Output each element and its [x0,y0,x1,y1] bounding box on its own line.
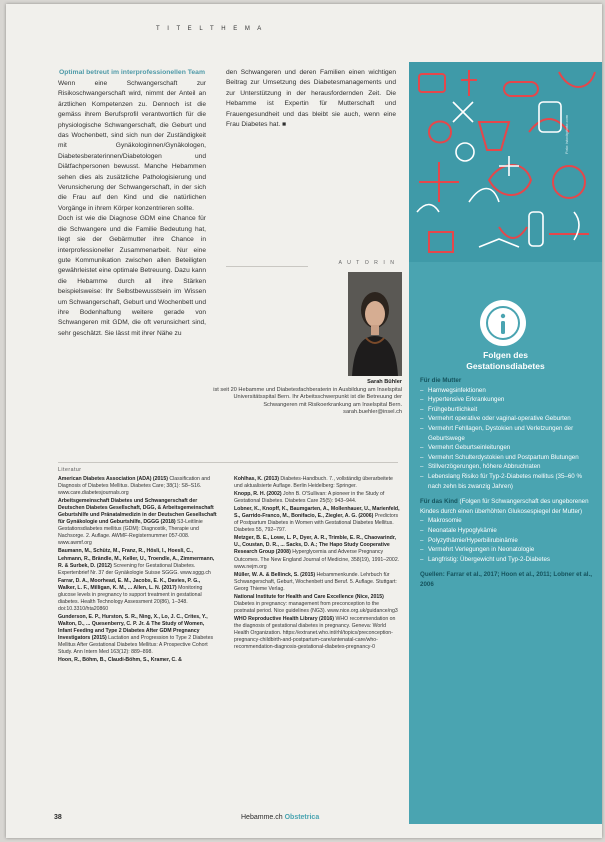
mid-column [226,68,396,130]
panel-title-line2: Gestationsdiabetes [466,361,545,371]
author-name: Sarah Bühler [367,379,402,385]
child-section [420,497,592,516]
list-item: – Lebenslang Risiko für Typ-2-Diabetes mellitus (35–60 % nach zehn bis zwanzig Jahren) [420,472,592,491]
reference-text: Diabetes in pregnancy: management from preconception to the postnatal period. Nice guidelines (NG3). www.nice.org.uk/guidance/ng3 [234,600,398,614]
reference-author: Knopp, R. H. (2002) [234,491,282,498]
reference-author: Hoon, R., Böhm, B., Claudi-Böhm, S., Kramer, C. & [58,657,182,664]
reference-author: Metzger, B. E., Lowe, L. P., Dyer, A. R., Trimble, E. R., Chaovarindr, U., Coustan, D. R., ... Sacks, D. A.; The Hapo Study Cooperative Research Group (2008) [234,535,397,556]
reference-author: Arbeitsgemeinschaft Diabetes und Schwangerschaft der Deutschen Diabetes Gesellschaft, DGG, & Arbeitsgemeinschaft Geburtshilfe und Pränatalmedizin in der Deutschen Gesellschaft für Gynäkologie und Geburtshilfe, DGGG (2018) [58,498,217,526]
reference-author: National Institute for Health and Care Excellence (Nice, 2015) [234,593,384,600]
child-heading: Für das Kind [420,498,458,506]
list-item: – Langfristig: Übergewicht und Typ-2-Diabetes [420,555,592,565]
reference [58,614,218,656]
reference-author: Gunderson, E. P., Hurston, S. R., Ning, X., Lo, J. C., Crites, Y., Walton, D., ... Quesenberry, C. P. Jr. & The Study of Women, Infant Feeding and Type 2 Diabetes After GDM Pregnancy Investigators (2015) [58,613,208,642]
list-item: – Vermehrt operative oder vaginal-operative Geburten [420,414,592,424]
magazine-name [241,814,319,821]
references-right [234,476,400,810]
reference [234,572,400,593]
child-list [420,516,592,564]
reference-text: Screening for Gestational Diabetes. Expertenbrief Nr. 37 der Gynäkologie Suisse SGGG. www.sggg.ch [58,562,211,576]
list-item: – Polyzythämie/Hyperbilirubinämie [420,536,592,546]
reference [234,594,400,615]
magazine-title: Obstetrica [284,814,320,821]
reference-author: Farrar, D. A., Moorhead, E. M., Jacobs, E. K., Davies, P. G., Walker, L. F., Milligan, K. M., ... Allen, L. N. (2017) [58,577,201,591]
literature-divider [58,462,398,463]
reference [234,535,400,570]
list-item: – Hypertensive Erkrankungen [420,395,592,405]
reference [234,506,400,534]
info-icon [480,300,526,346]
list-item: – Stillverzögerungen, höhere Abbruchraten [420,462,592,472]
page-number: 38 [54,814,62,821]
reference-text: S3-Leitlinie Gestationsdiabetes mellitus (GDM): Diagnostik, Therapie und Nachsorge. 2. Auflage. AWMF-Registernummer 057-008. www.awmf.org [58,519,203,547]
list-item: – Makrosomie [420,516,592,526]
medical-pattern-illustration [409,62,602,262]
list-item: – Vermehrt Fehllagen, Dystokien und Verletzungen der Geburtswege [420,424,592,443]
references-left [58,476,218,810]
list-item: – Vermehrt Schulterdystokien und Postpartum Blutungen [420,453,592,463]
panel-title-line1: Folgen des [483,350,528,360]
author-photo [348,272,402,376]
reference [234,491,400,505]
magazine-page [6,4,602,838]
reference-author: Kohlhas, K. (2013) [234,476,279,482]
paragraph: Wenn eine Schwangerschaft zur Risikoschwangerschaft wird, nimmt der Anteil an ärztlichen Kompetenzen zu. Dennoch ist die gemäss ihrem Berufsprofil verantwortlich für die physiologische Schwangerschaft, die Geburt und das Wochenbett, sind sich nun der Zuständigkeit mit Gynäkologinnen/Gynäkologen, Diabetesberaterinnen/Diabetologen und Diätfachpersonen bewusst. Manche Hebammen sehen dies als zusätzliche Pathologisierung und Verunsicherung der Schwangerschaft, in der sich die Frau auf den Kind und die natürlichen Vorgänge in ihrem Körper konzentrieren sollte. [58,80,206,212]
panel-icon-circle [480,300,526,346]
author-label: A U T O R I N [338,260,396,266]
reference-author: WHO Reproductive Health Library (2016) [234,615,335,622]
reference-author: Baumann, M., Schütz, M., Franz, R., Hösli, I., Hoesli, C., Lehmann, R., Brändle, M., Keller, U., Troendle, A., Zimmermann, R. & Surbek, D. (2012) [58,548,215,569]
list-item: – Harnwegsinfektionen [420,386,592,396]
reference-text: Lactation and Progression to Type 2 Diabetes Mellitus After Gestational Diabetes Mellitus: A Prospective Cohort Study. Ann Intern Med 163(12): 889–898. [58,635,214,656]
photo-credit: Foto: istockphoto.com [564,114,569,154]
literature-label: Literatur [58,467,82,473]
reference-text: Monitoring glucose levels in pregnancy to support treatment in gestational diabetes. Health Technology Assessment 20(86), 1–348. doi:10.3310/hta20860 [58,584,203,612]
magazine-prefix: Hebamme.ch [241,814,283,821]
reference-text: Hyperglycemia and Adverse Pregnancy Outcomes. The New England Journal of Medicine, 358(19), 1991–2002. www.nejm.org [234,549,400,570]
reference-text: John B. O'Sullivan: A pioneer in the Study of Gestational Diabetes. Diabetes Care 25(5): 943–944. [234,491,385,505]
author-divider [226,266,308,267]
panel-title [409,350,602,372]
reference-author: American Diabetes Association (ADA) (2015) [58,476,168,482]
reference-author: Lobner, K., Knopff, K., Baumgarten, A., Mollenhauer, U., Marienfeld, S., Garrido-Franco, M., Bonifacio, E., Ziegler, A. G. (2006) [234,506,400,520]
mother-heading: Für die Mutter [420,377,462,384]
child-intro: (Folgen für Schwangerschaft des ungeborenen Kindes durch einen überhöhten Glukosespiegel der Mutter) [420,498,589,515]
reference-text: Classification and Diagnosis of Diabetes Mellitus. Diabetes Care; 38(1): S8–S16. www.care.diabetesjournals.org [58,476,211,497]
reference [234,476,400,490]
reference-text: Hebammenkunde. Lehrbuch für Schwangerschaft, Geburt, Wochenbett und Beruf. 5. Auflage. Stuttgart: Georg Thieme Verlag. [234,571,397,592]
reference-text: WHO recommendation on the diagnosis of gestational diabetes in pregnancy. Geneva: World Health Organization. https://extranet.who.int/rhl/topics/preconception-pregnancy-childbirth-and-postpartum-care/antenatal-care/who-recommendation-diagnosis-gestational-diabetes-pregnancy-0 [234,615,396,651]
reference-author: Müller, W. A. & Bellinck, S. (2015) [234,571,316,578]
author-email[interactable]: sarah.buehler@insel.ch [343,409,402,416]
list-item: – Vermehrt Verlegungen in Neonatologie [420,545,592,555]
subheading: Optimal betreut im interprofessionellen Team [58,69,206,76]
reference-text: Diabetes-Handbuch. 7., vollständig überarbeitete und aktualisierte Auflage. Berlin Heidelberg: Springer. [234,476,393,490]
reference [234,616,400,651]
reference [58,498,218,547]
reference [58,548,218,576]
author-description: ist seit 20 Hebamme und Diabetesfachberaterin in Ausbildung am Inselspital Universitätsspital Bern. Ihr Arbeitsschwerpunkt ist die Betreuung der Schwangeren mit Risikoerkrankung am Inselspital Bern. [213,386,402,408]
portrait-image [348,272,402,376]
section-rubric: T I T E L T H E M A [156,26,265,32]
reference [58,578,218,613]
paragraph: Doch ist wie die Diagnose GDM eine Chance für die Schwangere und die Familie Bedeutung hat, liegt sie der Gebärmutter ihre Chance in interprofessioneller Zusammenarbeit. Nur eine gute Kommunikation zwischen allen Beteiligten gewährleistet eine optimale Betreuung. Dazu kann die Hebamme durch all ihre Stärken beispielsweise: Ihr Selbstbewusstsein im Wissen um Schwangerschaft, Geburt und Wochenbett und ihre Bodenhaftung weitere gerade von Schwangeren mit GDM, die oft verunsichert sind, sehr geschätzt. Sie lässt mit ihrer Nähe zu [58,215,206,337]
mother-list [420,386,592,492]
paragraph: den Schwangeren und deren Familien einen wichtigen Beitrag zur Umsetzung des Diabetesmanagements und zur Unterstützung in der herausfordernden Zeit. Die Hebamme ist Expertin für Mutterschaft und Frauengesundheit und das bleibt sie auch, wenn eine Frau Diabetes hat. ■ [226,69,396,129]
panel-lists [420,376,592,776]
left-column [58,68,206,448]
reference-text: Predictors of Postpartum Diabetes in Women with Gestational Diabetes Mellitus. Diabetes 55, 792–797. [234,513,399,534]
reference [58,657,218,664]
author-bio [206,379,402,417]
list-item: – Frühgeburtlichkeit [420,405,592,415]
list-item: – Vermehrt Geburtseinleitungen [420,443,592,453]
panel-source: Quellen: Farrar et al., 2017; Hoon et al., 2011; Lobner et al., 2006 [420,571,592,588]
list-item: – Neonatale Hypoglykämie [420,526,592,536]
reference [58,476,218,497]
medical-illustration [409,62,602,262]
